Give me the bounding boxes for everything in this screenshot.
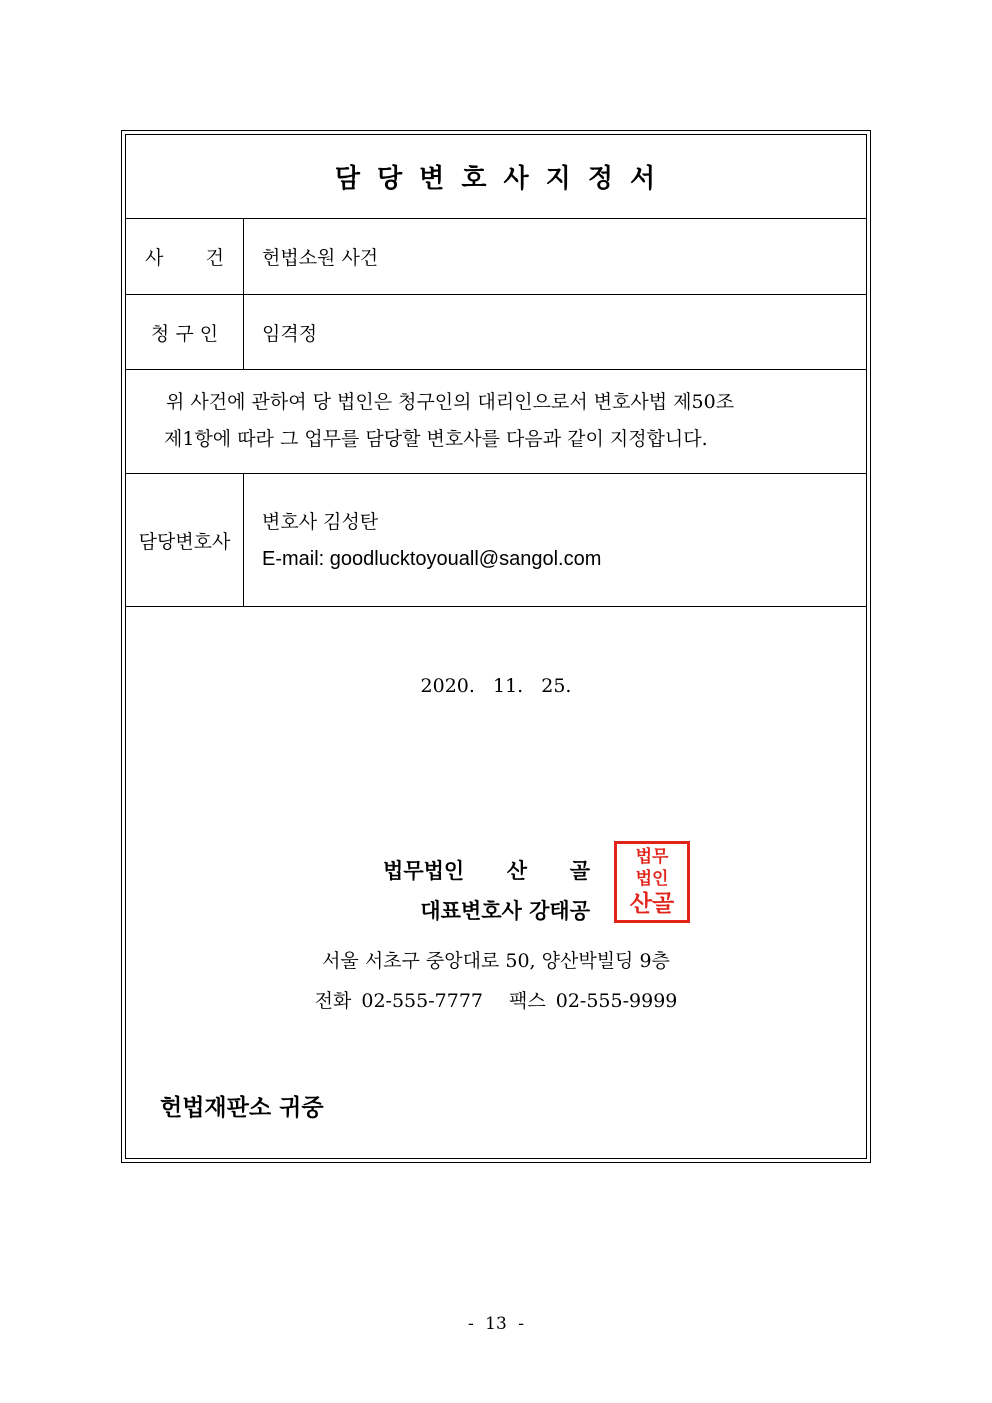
lawyer-info bbox=[262, 504, 601, 578]
firm-phone-fax bbox=[126, 981, 866, 1021]
firm-seal-stamp bbox=[614, 841, 690, 923]
recipient: 헌법재판소 귀중 bbox=[160, 1094, 324, 1121]
firm-name: 법무법인 산 골 bbox=[383, 858, 590, 883]
document-date: 2020. 11. 25. bbox=[420, 675, 572, 697]
firm-contact bbox=[126, 941, 866, 1021]
page-number: - 13 - bbox=[468, 1314, 524, 1334]
firm-fax: 팩스 02-555-9999 bbox=[509, 990, 678, 1012]
document-inner-frame bbox=[125, 134, 867, 1159]
lawyer-label: 담당변호사 bbox=[126, 474, 244, 606]
case-value: 헌법소원 사건 bbox=[262, 247, 379, 269]
lawyer-email: E-mail: goodlucktoyouall@sangol.com bbox=[262, 548, 602, 570]
claimant-row bbox=[126, 295, 866, 370]
stamp-line-3: 산골 bbox=[629, 891, 675, 917]
paragraph-line-1: 위 사건에 관하여 당 법인은 청구인의 대리인으로서 변호사법 제50조 bbox=[166, 391, 735, 413]
case-label: 사 건 bbox=[126, 219, 244, 294]
lawyer-name: 변호사 김성탄 bbox=[262, 511, 379, 533]
title-row bbox=[126, 135, 866, 219]
stamp-line-2: 법인 bbox=[635, 869, 669, 889]
designation-paragraph-row bbox=[126, 370, 866, 474]
document-frame bbox=[121, 130, 871, 1163]
stamp-line-1: 법무 bbox=[635, 847, 669, 867]
designation-paragraph bbox=[166, 384, 846, 458]
firm-address: 서울 서초구 중앙대로 50, 양산박빌딩 9층 bbox=[322, 950, 670, 972]
claimant-label: 청 구 인 bbox=[126, 295, 244, 369]
claimant-value: 임격정 bbox=[262, 322, 318, 345]
document-title: 담 당 변 호 사 지 정 서 bbox=[334, 164, 658, 194]
firm-phone: 전화 02-555-7777 bbox=[314, 990, 483, 1012]
case-row bbox=[126, 219, 866, 295]
firm-representative: 대표변호사 강태공 bbox=[420, 898, 590, 923]
firm-signature bbox=[383, 851, 590, 931]
paragraph-line-2: 제1항에 따라 그 업무를 담당할 변호사를 다음과 같이 지정합니다. bbox=[164, 428, 708, 450]
lawyer-row bbox=[126, 474, 866, 607]
